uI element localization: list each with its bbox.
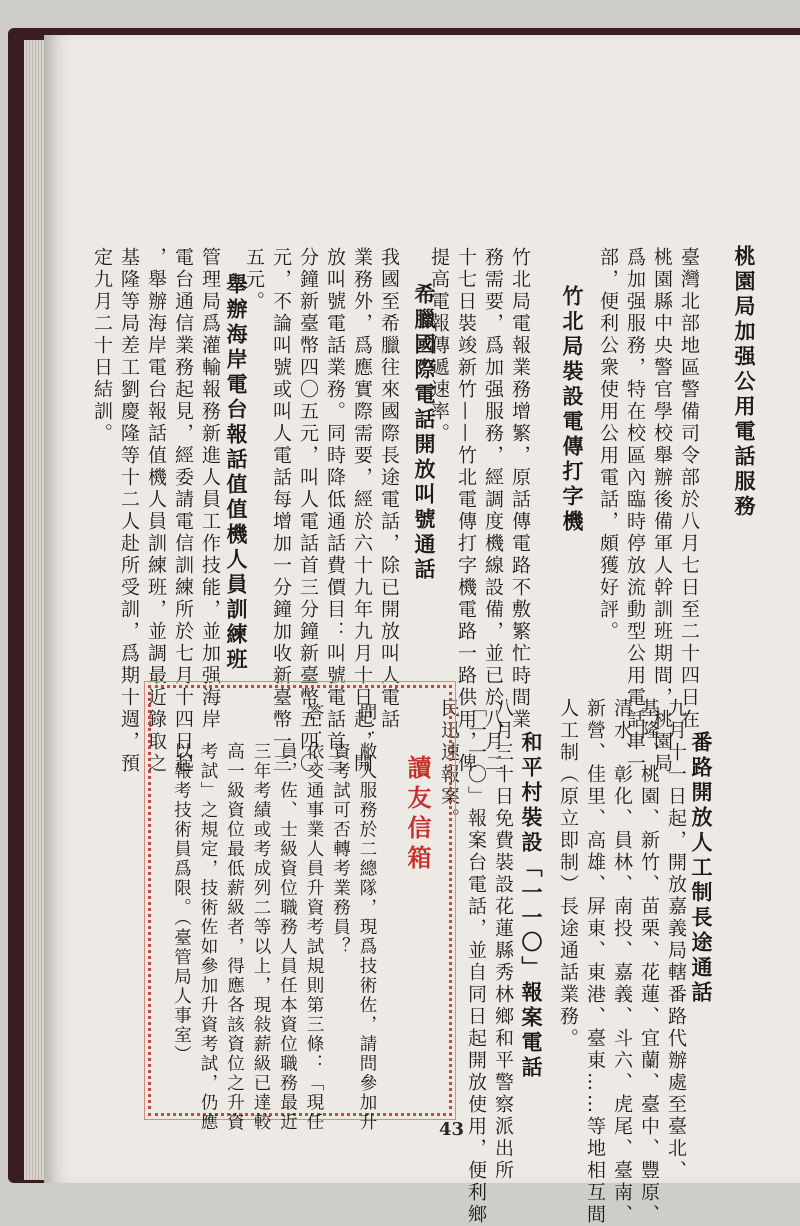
article-title-greece: 希臘國際電話開放叫號通話	[412, 283, 436, 583]
article-title-zhubei: 竹北局裝設電傳打字機	[560, 285, 584, 535]
book-page	[44, 35, 800, 1226]
article-body-heping: 八月三十日免費裝設花蓮縣秀林鄉和平警察派出所 「一一〇」報案台電話，並自同日起開放使用，便利鄉 民迅速報案。	[438, 698, 514, 1226]
article-body-zhubei: 竹北局電報業務增繁，原話傳電路不敷繁忙時間業 務需要，爲加强服務，經調度機線設備，並已於八月二 十七日裝竣新竹——竹北電傳打字機電路一路供用，俾 提高電報傳遞速率。	[428, 247, 531, 775]
reader-mailbox-title: 讀友信箱	[403, 755, 431, 875]
reader-mailbox-body: 問：敝人服務於二總隊，現爲技術佐，請問參加升 資考試可否轉考業務員？ 答：依交通事業人員升資考試規則第三條：「現任 員，佐、士級資位職務人員任本資位職務最近 三年考績或考成列二等以上，現敍薪級已達較 高一級資位最低薪級者，得應各該資位之升資 考試」之規定，技術佐如參加升資考試，仍應 以報考技術員爲限。（臺管局人事室）	[171, 703, 377, 1132]
article-title-taoyuan: 桃園局加强公用電話服務	[732, 245, 756, 520]
article-title-coastal: 舉辦海岸電台報話值值機人員訓練班	[224, 273, 248, 673]
article-body-coastal: 管理局爲灌輸報務新進人員工作技能，並加强海岸 電台通信業務起見，經委請電信訓練所於七月十四日起 ，舉辦海岸電台報話值機人員訓練班，並調最近錄取之 基隆等局差工劉慶隆等十二人赴所受訓，爲期十週，預 定九月二十日結訓。	[91, 247, 221, 775]
article-title-heping: 和平村裝設「一一〇」報案電話	[519, 731, 543, 1081]
article-body-greece: 我國至希臘往來國際長途電話，除已開放叫人電話 業務外，爲應實際需要，經於六十九年九月十日起，開 放叫號電話業務。同時降低通話費價目：叫號電話首三 分鐘新臺幣四〇五元，叫人電話首三分鐘新臺幣五四〇 元，不論叫號或叫人電話每增加一分鐘加收新臺幣一三 五元。	[243, 247, 400, 775]
article-body-fanlu: 九月十一日起，開放嘉義局轄番路代辦處至臺北、 基隆、桃園、新竹、苗栗、花蓮、宜蘭、臺中、豐原、 清水、彰化、員林、南投、嘉義、斗六、虎尾、臺南、 新營、佳里、高雄、屏東、東港、臺東……等地相互間 人工制（原立即制）長途通話業務。	[557, 698, 687, 1226]
page-number: 43	[439, 1119, 465, 1140]
article-body-taoyuan: 臺灣北部地區警備司令部於八月七日至二十四日在 桃園縣中央警官學校舉辦後備軍人幹訓班期間，桃園局 爲加强服務，特在校區內臨時停放流動型公用電話車一 部，便利公衆使用公用電話，頗獲好評。	[597, 247, 700, 775]
article-title-fanlu: 番路開放人工制長途通話	[689, 731, 713, 1006]
